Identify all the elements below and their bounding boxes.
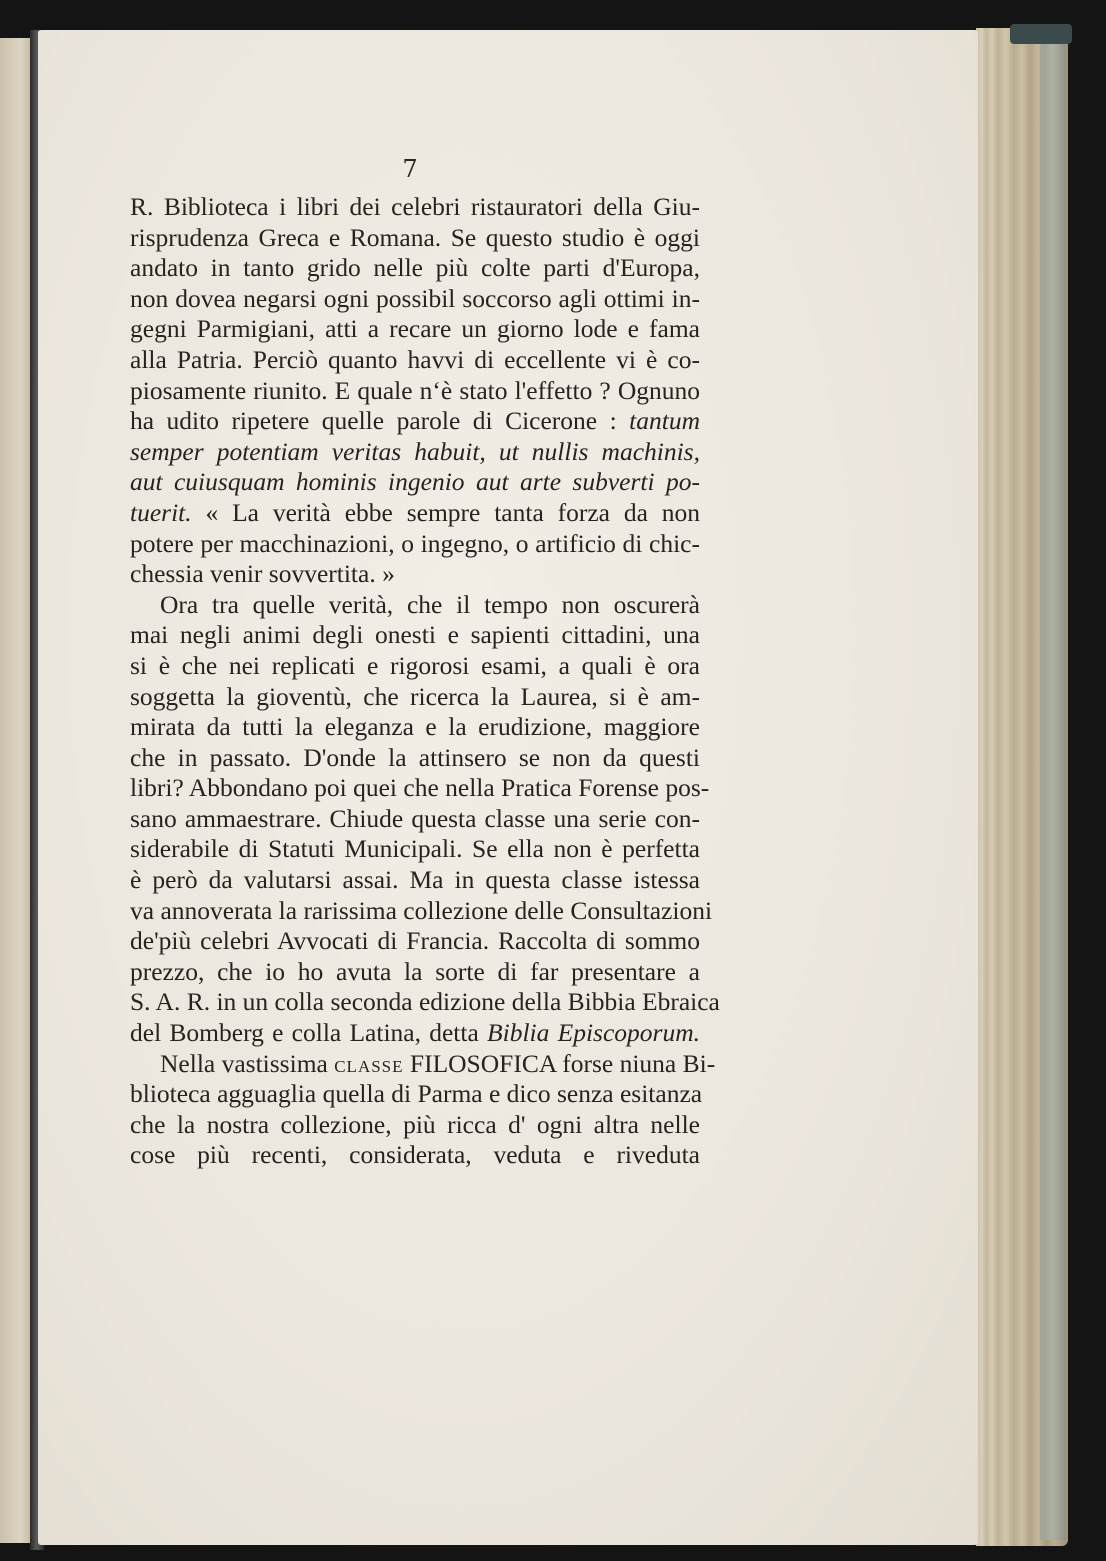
text-segment: Nella vastissima [160, 1048, 328, 1078]
text-segment: del Bomberg e colla Latina, detta [130, 1018, 479, 1048]
text-line-mixed [130, 1018, 700, 1049]
text-line: gegni Parmigiani, atti a recare un giorno lode e fama [130, 314, 700, 344]
text-line: andato in tanto grido nelle più colte parti d'Europa, [130, 253, 700, 283]
text-line: mirata da tutti la eleganza e la erudizione, maggiore [130, 712, 700, 742]
text-line: non dovea negarsi ogni possibil soccorso agli ottimi in- [130, 283, 700, 313]
latin-quote-line: aut cuiusquam hominis ingenio aut arte subverti po- [130, 467, 700, 497]
text-segment: ha udito ripetere quelle parole di Cicerone : [130, 406, 617, 436]
text-line: soggetta la gioventù, che ricerca la Laurea, si è am- [130, 681, 700, 711]
text-line: che la nostra collezione, più ricca d' ogni altra nelle [130, 1109, 700, 1139]
page-block-top-corner [1010, 24, 1072, 44]
text-line: prezzo, che io ho avuta la sorte di far presentare a [130, 956, 700, 986]
text-line: va annoverata la rarissima collezione delle Consultazioni [130, 895, 713, 925]
latin-quote-line: semper potentiam veritas habuit, ut nullis machinis, [130, 436, 700, 466]
text-line: R. Biblioteca i libri dei celebri ristauratori della Giu- [130, 192, 700, 221]
text-line: è però da valutarsi assai. Ma in questa classe istessa [130, 865, 700, 895]
text-line-mixed [130, 406, 700, 437]
page-number: 7 [402, 155, 418, 183]
body-text [130, 192, 720, 1171]
latin-quote: tantum [629, 406, 700, 436]
paragraph-start [130, 1048, 716, 1080]
page-block-tinted-edge [1040, 40, 1066, 1540]
text-line: de'più celebri Avvocati di Francia. Raccolta di sommo [130, 926, 700, 956]
text-line: si è che nei replicati e rigorosi esami, a quali è ora [130, 650, 700, 680]
text-line: blioteca agguaglia quella di Parma e dico senza esitanza [130, 1079, 703, 1109]
paragraph-start: Ora tra quelle verità, che il tempo non oscurerà [160, 589, 700, 619]
text-line-mixed [130, 498, 700, 529]
previous-page-edge [0, 38, 34, 1543]
text-line: siderabile di Statuti Municipali. Se ella non è perfetta [130, 834, 700, 864]
text-line: potere per macchinazioni, o ingegno, o artificio di chic- [130, 528, 700, 558]
text-line: libri? Abbondano poi quei che nella Pratica Forense pos- [130, 773, 710, 803]
latin-quote: tuerit. [130, 497, 192, 527]
text-line: risprudenza Greca e Romana. Se questo studio è oggi [130, 222, 700, 252]
text-line: che in passato. D'onde la attinsero se non da questi [130, 742, 700, 772]
text-line: S. A. R. in un colla seconda edizione della Bibbia Ebraica [130, 987, 720, 1017]
text-line: sano ammaestrare. Chiude questa classe una serie con- [130, 803, 700, 833]
text-segment: FILOSOFICA forse niuna Bi- [409, 1048, 716, 1078]
text-line: chessia venir sovvertita. » [130, 559, 395, 589]
text-line: piosamente riunito. E quale nʻè stato l'effetto ? Ognuno [130, 375, 700, 405]
text-line: cose più recenti, considerata, veduta e riveduta [130, 1140, 700, 1170]
text-line: alla Patria. Perciò quanto havvi di eccellente vi è co- [130, 344, 700, 374]
small-caps-word: CLASSE [334, 1056, 404, 1076]
latin-title: Biblia Episcoporum. [487, 1018, 700, 1048]
text-line: mai negli animi degli onesti e sapienti cittadini, una [130, 620, 700, 650]
text-segment: « La verità ebbe sempre tanta forza da non [205, 497, 700, 527]
